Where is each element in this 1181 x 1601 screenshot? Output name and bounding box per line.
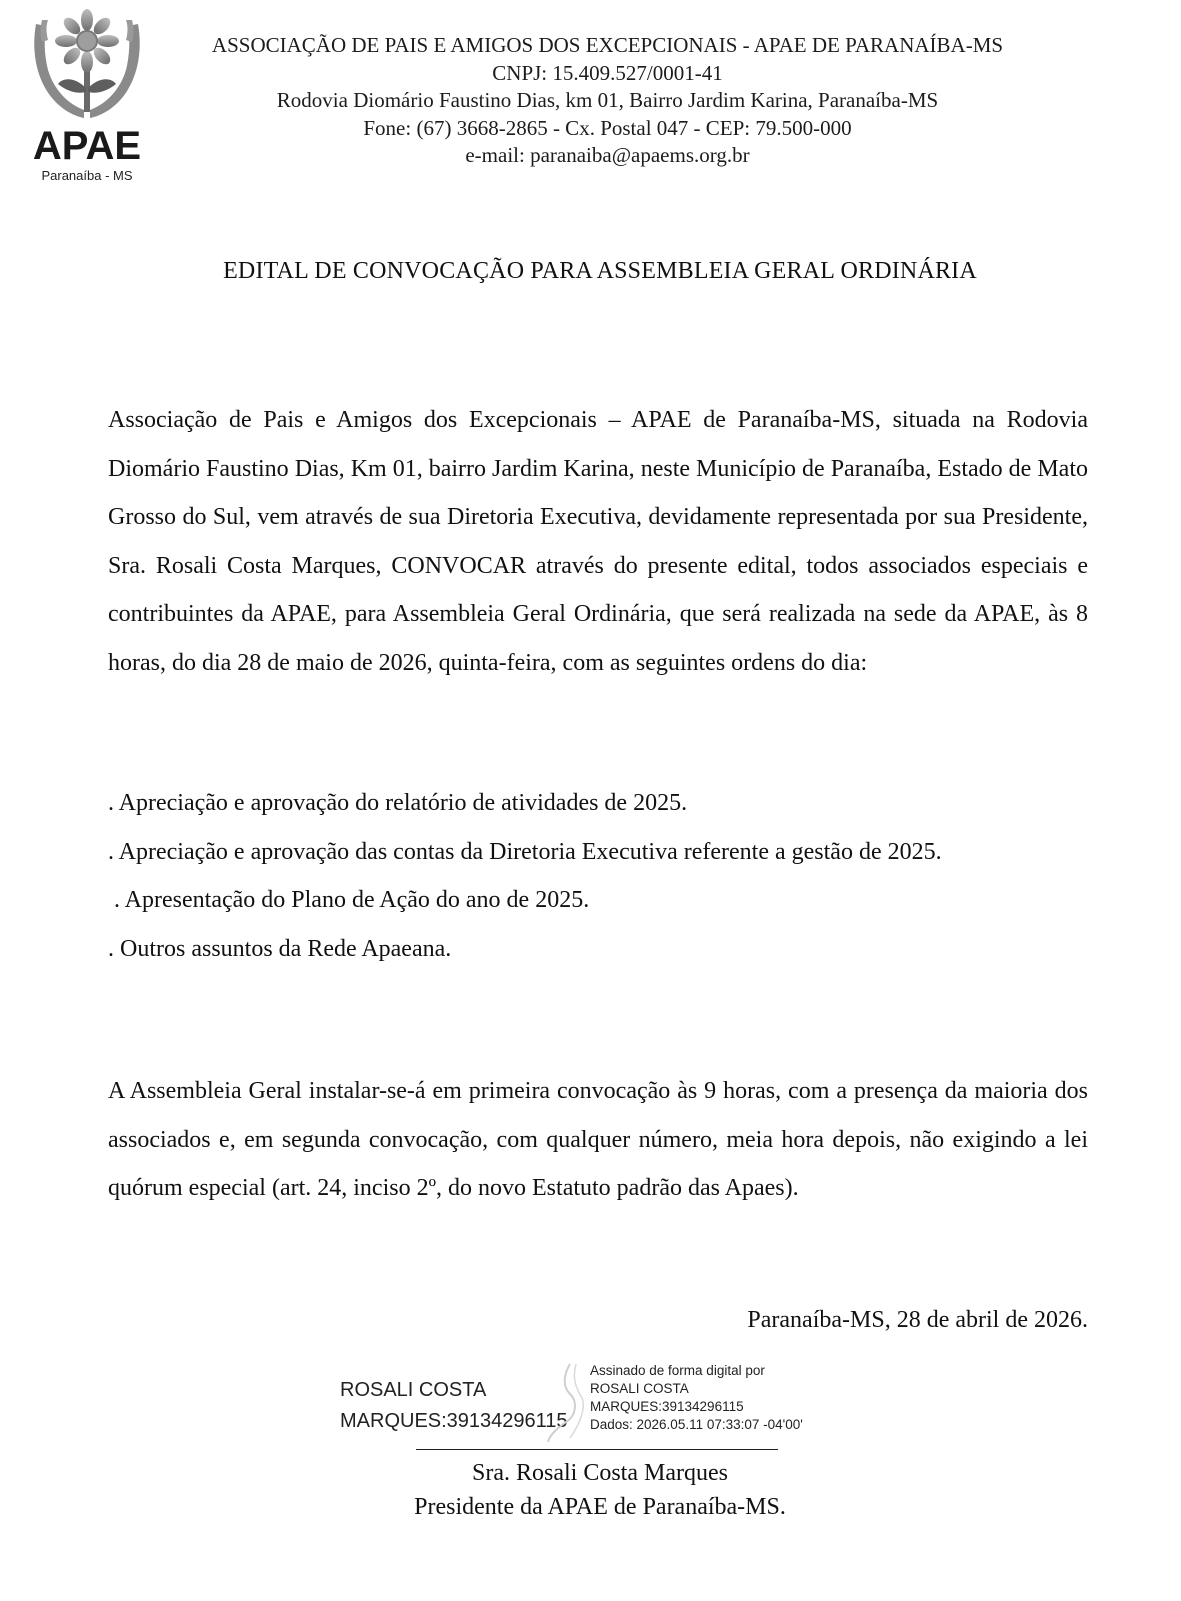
installation-paragraph: A Assembleia Geral instalar-se-á em primeira convocação às 9 horas, com a presença da maioria dos associados e, em segunda convocação, com qualquer número, meia hora depois, não exigindo a lei quórum especial (art. 24, inciso 2º, do novo Estatuto padrão das Apaes). bbox=[108, 1078, 1088, 1201]
signature-detail-line: Assinado de forma digital por bbox=[590, 1363, 765, 1378]
signature-name-line2: MARQUES:39134296115 bbox=[340, 1410, 568, 1432]
org-address: Rodovia Diomário Faustino Dias, km 01, Bairro Jardim Karina, Paranaíba-MS bbox=[276, 88, 939, 112]
flower-hands-icon bbox=[28, 6, 146, 126]
signature-detail-line: ROSALI COSTA bbox=[590, 1381, 689, 1396]
signer-name: Sra. Rosali Costa Marques bbox=[472, 1460, 728, 1486]
digital-signature-name bbox=[340, 1375, 568, 1437]
agenda-item: . Apreciação e aprovação das contas da Diretoria Executiva referente a gestão de 2025. bbox=[108, 838, 942, 865]
signature-detail-line: Dados: 2026.05.11 07:33:07 -04'00' bbox=[590, 1417, 803, 1432]
agenda-item: . Apreciação e aprovação do relatório de atividades de 2025. bbox=[108, 790, 688, 816]
signature-detail-line: MARQUES:39134296115 bbox=[590, 1399, 744, 1414]
org-phone: Fone: (67) 3668-2865 - Cx. Postal 047 - CEP: 79.500-000 bbox=[363, 115, 852, 140]
place-date: Paranaíba-MS, 28 de abril de 2026. bbox=[747, 1307, 1088, 1333]
document-title: EDITAL DE CONVOCAÇÃO PARA ASSEMBLEIA GERAL ORDINÁRIA bbox=[223, 258, 977, 284]
org-name: ASSOCIAÇÃO DE PAIS E AMIGOS DOS EXCEPCIONAIS - APAE DE PARANAÍBA-MS bbox=[211, 33, 1004, 57]
agenda-item: . Outros assuntos da Rede Apaeana. bbox=[108, 935, 452, 962]
organization-header bbox=[150, 32, 1065, 170]
org-cnpj: CNPJ: 15.409.527/0001-41 bbox=[492, 60, 723, 85]
email-label: e-mail: bbox=[465, 143, 531, 167]
apae-logo bbox=[28, 6, 146, 182]
agenda-item: . Apresentação do Plano de Ação do ano de 2025. bbox=[114, 887, 590, 913]
convocation-paragraph: Associação de Pais e Amigos dos Excepcionais – APAE de Paranaíba-MS, situada na Rodovia Diomário Faustino Dias, Km 01, bairro Jardim Karina, neste Município de Paranaíba, Estado de Mato Grosso do Sul, vem através de sua Diretoria Executiva, devidamente representada por sua Presidente, Sra. Rosali Costa Marques, CONVOCAR através do presente edital, todos associados especiais e contribuintes da APAE, para Assembleia Geral Ordinária, que será realizada na sede da APAE, às 8 horas, do dia 28 de maio de 2026, quinta-feira, com as seguintes ordens do dia: bbox=[108, 407, 1088, 676]
email-link[interactable]: paranaiba@apaems.org.br bbox=[530, 143, 750, 167]
signer-block bbox=[300, 1456, 900, 1524]
logo-location: Paranaíba - MS bbox=[41, 168, 133, 183]
logo-name: APAE bbox=[32, 124, 142, 168]
org-email-line bbox=[150, 142, 1065, 170]
agenda-list bbox=[108, 779, 1108, 973]
signature-name-line1: ROSALI COSTA bbox=[340, 1379, 487, 1401]
signature-line bbox=[416, 1449, 778, 1450]
digital-signature-details bbox=[590, 1362, 803, 1434]
signer-role: Presidente da APAE de Paranaíba-MS. bbox=[414, 1494, 786, 1520]
